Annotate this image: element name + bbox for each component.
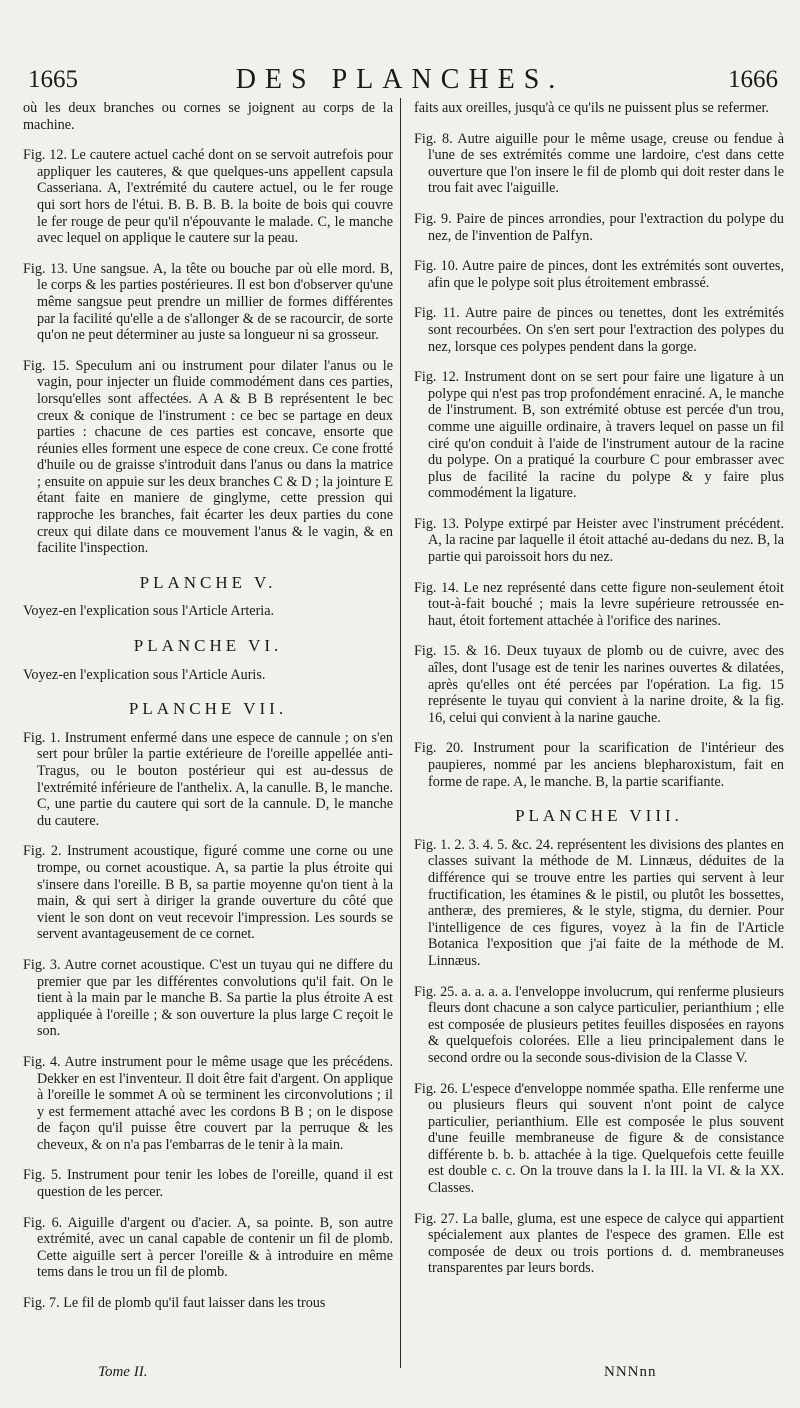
- figure-entry: Fig. 15. & 16. Deux tuyaux de plomb ou de cuivre, avec des aîles, dont l'usage est de tenir les narines ouvertes & dilatées, après qu'elles ont été percées par l'opération. La fig. 15 représente le tuyau qui convient à la narine droite, & la fig. 16, celui qui convient à la narine gauche.: [414, 643, 784, 726]
- page-number-left: 1665: [28, 66, 78, 93]
- column-divider: [400, 98, 401, 1368]
- right-column: [414, 100, 784, 1291]
- figure-entry: Fig. 4. Autre instrument pour le même usage que les précédens. Dekker en est l'inventeur. Il doit être fait d'argent. On applique à l'oreille le sommet A où se terminent les circonvolutions ; il y est fermement attaché avec les cordons B B ; on le dispose de façon qu'il puisse être couvert par la perruque & les cheveux, & on n'a pas l'embarras de le tenir à la main.: [23, 1053, 393, 1153]
- signature-mark: NNNnn: [604, 1364, 657, 1380]
- figure-entry: Fig. 15. Speculum ani ou instrument pour dilater l'anus ou le vagin, pour injecter un fluide commodément dans ces parties, lorsqu'elles sont affectées. A A & B B représentent le bec creux & conique de l'instrument : ce bec se partage en deux parties : chacune de ces parties est concave, ensorte que réunies elles forment une espece de cone creux. Ce cone frotté d'huile ou de graisse s'introduit dans l'anus ou dans la matrice ; ensuite on appuie sur les deux branches C & D ; la jointure E étant faite en maniere de ginglyme, cette pression qui rapproche les branches, fait écarter les deux parties du cone creux qui dilate dans ce mouvement l'anus & le vagin, & en facilite l'inspection.: [23, 357, 393, 557]
- figure-entry: Fig. 13. Une sangsue. A, la tête ou bouche par où elle mord. B, le corps & les parties postérieures. Il est bon d'observer qu'une même sangsue peut prendre un millier de formes différentes par la facilité qu'elle a de s'allonger & de se racourcir, de sorte qu'on ne peut déterminer au juste sa longueur ni sa grosseur.: [23, 260, 393, 344]
- figure-entry: Fig. 1. Instrument enfermé dans une espece de cannule ; on s'en sert pour brûler la partie extérieure de l'oreille appellée anti-Tragus, ou le bouton postérieur qui est au-dessus de l'extrémité inférieure de l'anthelix. A, la canulle. B, le manche. C, une partie du cautere qui sort de la cannule. D, le manche du cautere.: [23, 729, 393, 829]
- entry-text: faits aux oreilles, jusqu'à ce qu'ils ne puissent plus se refermer.: [414, 100, 769, 116]
- figure-entry: Fig. 20. Instrument pour la scarification de l'intérieur des paupieres, nommé par les anciens blepharoxistum, fait en forme de rape. A, le manche. B, la partie scarifiante.: [414, 740, 784, 790]
- planche-heading: PLANCHE V.: [139, 572, 277, 592]
- figure-entry: Fig. 11. Autre paire de pinces ou tenettes, dont les extrémités sont recourbées. On s'en sert pour l'extraction des polypes du nez, lorsque ces polypes pendent dans la gorge.: [414, 305, 784, 355]
- cross-reference: Voyez-en l'explication sous l'Article Auris.: [23, 666, 266, 683]
- figure-entry: Fig. 26. L'espece d'enveloppe nommée spatha. Elle renferme une ou plusieurs fleurs qui souvent n'ont point de calyce particulier, perianthium. Elle est composée le plus souvent d'une feuille membraneuse de figure & de consistance différente b. b. b. attachée à la tige. Quelquefois cette feuille est double c. c. On la trouve dans la I. la III. la VI. & la XX. Classes.: [414, 1080, 784, 1197]
- figure-entry: Fig. 7. Le fil de plomb qu'il faut laisser dans les trous: [23, 1295, 326, 1312]
- figure-entry: Fig. 14. Le nez représenté dans cette figure non-seulement étoit tout-à-fait bouché ; mais la levre supérieure retroussée en-haut, étoit fortement attachée à l'orifice des narines.: [414, 579, 784, 629]
- running-title: DES PLANCHES.: [235, 64, 565, 95]
- figure-entry: Fig. 2. Instrument acoustique, figuré comme une corne ou une trompe, ou cornet acoustique. A, sa partie la plus étroite qui s'insere dans l'oreille. B B, sa partie moyenne qu'on tient à la main, & qui sert à diriger la grande ouverture du côté que vient le son dont on veut recevoir l'impression. Les sourds se servent avantageusement de ce cornet.: [23, 843, 393, 943]
- planche-heading: PLANCHE VI.: [133, 636, 283, 656]
- page-number-right: 1666: [728, 66, 778, 93]
- figure-entry: Fig. 8. Autre aiguille pour le même usage, creuse ou fendue à l'une de ses extrémités comme une lardoire, c'est dans cette ouverture que l'on insere le fil de plomb qui doit rester dans le trou fait avec l'aiguille.: [414, 130, 784, 197]
- figure-entry: Fig. 3. Autre cornet acoustique. C'est un tuyau qui ne differe du premier que par les différentes convolutions qu'il fait. On le tient à la main par le manche B. Sa partie la plus étroite A est appliquée à l'oreille ; & son ouverture la plus large C reçoit le son.: [23, 956, 393, 1040]
- entry-text: où les deux branches ou cornes se joignent au corps de la machine.: [23, 100, 393, 133]
- figure-entry: Fig. 13. Polype extirpé par Heister avec l'instrument précédent. A, la racine par laquelle il étoit attaché au-dedans du nez. B, la partie qui paroissoit hors du nez.: [414, 515, 784, 566]
- figure-entry: Fig. 12. Le cautere actuel caché dont on se servoit autrefois pour appliquer les cauteres, & que quelques-uns appellent capsula Casseriana. A, l'extrémité du cautere actuel, ou le fer rouge qui sort hors de l'étui. B. B. B. B. la boite de bois qui couvre le fer rouge de peur qu'il n'épouvante le malade. C, le manche avec lequel on applique le cautere sur la peau.: [23, 147, 393, 247]
- figure-entry: Fig. 9. Paire de pinces arrondies, pour l'extraction du polype du nez, de l'invention de Palfyn.: [414, 210, 784, 244]
- cross-reference: Voyez-en l'explication sous l'Article Arteria.: [23, 603, 275, 620]
- figure-entry: Fig. 12. Instrument dont on se sert pour faire une ligature à un polype qui n'est pas trop profondément enraciné. A, le manche de l'instrument. B, son extrémité obtuse est percée d'un trou, comme une aiguille ordinaire, à travers lequel on passe un fil ciré qu'on conduit à l'aide de l'instrument autour de la racine du polype. On a pratiqué la courbure C pour embrasser avec plus de facilité la racine du polype & y faire plus commodément la ligature.: [414, 369, 784, 502]
- figure-entry: Fig. 25. a. a. a. a. l'enveloppe involucrum, qui renferme plusieurs fleurs dont chacune a son calyce particulier, perianthium ; elle est composée de plusieurs petites feuilles disposées en rayons & quelquefois colorées. Elle a lieu principalement dans le second ordre ou la seconde sous-division de la Classe V.: [414, 983, 784, 1066]
- figure-entry: Fig. 6. Aiguille d'argent ou d'acier. A, sa pointe. B, son autre extrémité, avec un canal capable de contenir un fil de plomb. Cette aiguille sert à percer l'oreille & à introduire en même tems dans le trou un fil de plomb.: [23, 1214, 393, 1281]
- figure-entry: Fig. 5. Instrument pour tenir les lobes de l'oreille, quand il est question de les percer.: [23, 1167, 393, 1201]
- figure-entry: Fig. 1. 2. 3. 4. 5. &c. 24. représentent les divisions des plantes en classes suivant la méthode de M. Linnæus, déduites de la différence qui se trouve entre les parties qui servent à leur fructification, les étamines & le pistil, ou plutôt les bossettes, antheræ, des premieres, & le style, stigma, du dernier. Pour l'intelligence de ces figures, voyez à la fin de l'Article Botanica l'exposition que j'ai faite de la méthode de M. Linnæus.: [414, 836, 784, 969]
- left-column: [23, 100, 393, 1326]
- volume-marker: Tome II.: [98, 1364, 148, 1380]
- planche-heading: PLANCHE VII.: [128, 699, 288, 719]
- figure-entry: Fig. 27. La balle, gluma, est une espece de calyce qui appartient spécialement aux plantes de l'espece des gramen. Elle est composée de deux ou trois portions d. d. membraneuses transparentes par leurs bords.: [414, 1210, 784, 1277]
- planche-heading: PLANCHE VIII.: [515, 806, 683, 826]
- figure-entry: Fig. 10. Autre paire de pinces, dont les extrémités sont ouvertes, afin que le polype soit plus étroitement embrassé.: [414, 258, 784, 291]
